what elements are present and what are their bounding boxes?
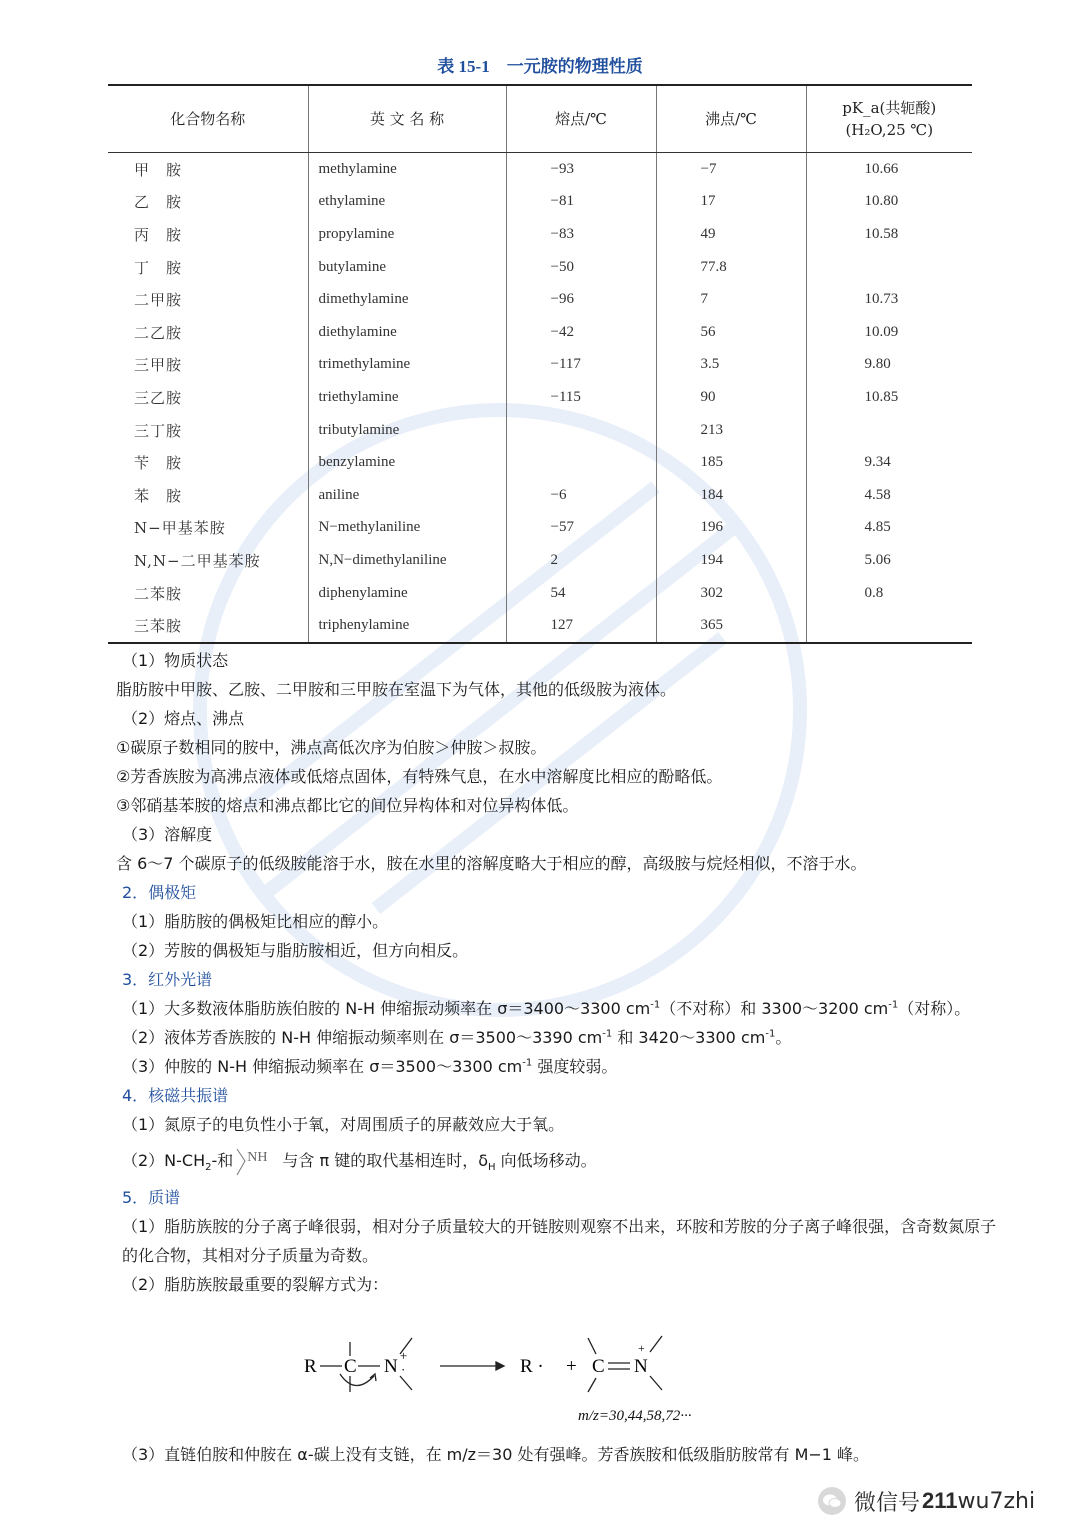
melting-point-cell: −50 [506,251,656,284]
paragraph-nmr-2 [116,1139,1006,1183]
paragraph-solubility: 含 6～7 个碳原子的低级胺能溶于水，胺在水里的溶解度略大于相应的醇，高级胺与烷烃相似，不溶于水。 [116,854,867,873]
melting-point-cell: −57 [506,512,656,545]
melting-point-cell: 54 [506,577,656,610]
paragraph-state: 脂肪胺中甲胺、乙胺、二甲胺和三甲胺在室温下为气体，其他的低级胺为液体。 [116,680,677,699]
ir-3-part-a: （3）仲胺的 N-H 伸缩振动频率在 σ＝3500～3300 cm [122,1057,523,1076]
reactant-n-label: N [384,1356,398,1377]
product-radical-label: R · [520,1356,544,1377]
melting-point-cell [506,446,656,479]
pka-cell: 10.58 [806,218,972,251]
english-name-cell: methylamine [308,153,506,186]
english-name-cell: butylamine [308,251,506,284]
pka-cell: 10.09 [806,316,972,349]
compound-name-cell: N,N−二甲基苯胺 [134,551,261,570]
body-text-bottom [116,1440,1006,1469]
english-name-cell: triphenylamine [308,609,506,643]
paragraph-ir-2 [116,1023,1006,1052]
header-melting-point: 熔点/℃ [506,85,656,153]
boiling-point-cell: 56 [656,316,806,349]
ir-2-sup-a: -1 [602,1028,613,1040]
table-header-row [108,85,972,153]
compound-name-cell: 三甲胺 [134,356,183,375]
header-english-name: 英 文 名 称 [308,85,506,153]
table-row [108,153,972,186]
pka-cell: 10.66 [806,153,972,186]
english-name-cell: trimethylamine [308,349,506,382]
section-title-points: （2）熔点、沸点 [122,709,245,728]
compound-name-cell: 三苯胺 [108,609,308,643]
product-n-charge: + [638,1341,645,1355]
wechat-logo-icon [818,1487,846,1515]
paragraph-ms-1: （1）脂肪族胺的分子离子峰很弱，相对分子质量较大的开链胺则观察不出来，环胺和芳胺的分子离子峰很强，含奇数氮原子的化合物，其相对分子质量为奇数。 [122,1217,997,1265]
paragraph-points-b: ②芳香族胺为高沸点液体或低熔点固体，有特殊气息，在水中溶解度比相应的酚略低。 [116,767,723,786]
melting-point-cell: −93 [506,153,656,186]
table-row [108,381,972,414]
wechat-id: wu7zhi [957,1488,1036,1514]
ir-2-part-b: 和 3420～3300 cm [612,1028,766,1047]
product-n-label: N [634,1356,648,1377]
table-row [108,512,972,545]
reactant-c-label: C [344,1356,357,1377]
heading-nmr: 4．核磁共振谱 [122,1086,229,1105]
english-name-cell: triethylamine [308,381,506,414]
product-c-label: C [592,1356,605,1377]
boiling-point-cell: 77.8 [656,251,806,284]
paragraph-points-c: ③邻硝基苯胺的熔点和沸点都比它的间位异构体和对位异构体低。 [116,796,579,815]
ir-1-sup-a: -1 [650,999,661,1011]
paragraph-nmr-1: （1）氮原子的电负性小于氧，对周围质子的屏蔽效应大于氧。 [122,1115,565,1134]
boiling-point-cell: 184 [656,479,806,512]
ir-3-part-b: 强度较弱。 [532,1057,618,1076]
nmr-2-part-c: 与含 π 键的取代基相连时，δ [277,1151,488,1170]
compound-name-cell: 二乙胺 [134,323,183,342]
english-name-cell: ethylamine [308,186,506,219]
pka-cell: 0.8 [806,577,972,610]
table-row [108,544,972,577]
paragraph-ir-1 [116,994,1006,1023]
melting-point-cell: −115 [506,381,656,414]
heading-ir: 3．红外光谱 [122,970,213,989]
reaction-bonds [300,1330,720,1410]
compound-name-cell: 二甲胺 [134,291,183,310]
boiling-point-cell: 17 [656,186,806,219]
english-name-cell: aniline [308,479,506,512]
header-compound-name: 化合物名称 [108,85,308,153]
paragraph-points-a: ①碳原子数相同的胺中，沸点高低次序为伯胺＞仲胺＞叔胺。 [116,738,547,757]
nmr-2-part-a: （2）N-CH [122,1151,206,1170]
compound-name-cell: 甲 胺 [134,160,183,179]
english-name-cell: dimethylamine [308,283,506,316]
ir-1-part-a: （1）大多数液体脂肪族伯胺的 N-H 伸缩振动频率在 σ＝3400～3300 cm [122,999,651,1018]
boiling-point-cell: 3.5 [656,349,806,382]
body-text [116,646,1006,1299]
cyclic-amine-nh-label: NH [247,1149,268,1165]
page-number: 211 [922,1488,958,1513]
english-name-cell: diphenylamine [308,577,506,610]
pka-cell: 10.85 [806,381,972,414]
paragraph-dipole-1: （1）脂肪胺的偶极矩比相应的醇小。 [122,912,389,931]
boiling-point-cell: −7 [656,153,806,186]
paragraph-ms-2: （2）脂肪族胺最重要的裂解方式为： [122,1275,389,1294]
boiling-point-cell: 7 [656,283,806,316]
pka-cell [806,251,972,284]
header-boiling-point: 沸点/℃ [656,85,806,153]
melting-point-cell: 2 [506,544,656,577]
section-title-state: （1）物质状态 [122,651,229,670]
melting-point-cell [506,414,656,447]
compound-name-cell: 苯 胺 [134,486,183,505]
boiling-point-cell: 302 [656,577,806,610]
ir-3-sup: -1 [522,1057,533,1069]
compound-name-cell: 三丁胺 [134,421,183,440]
header-pka [806,85,972,153]
table-row [108,186,972,219]
melting-point-cell: −42 [506,316,656,349]
boiling-point-cell: 196 [656,512,806,545]
boiling-point-cell: 213 [656,414,806,447]
melting-point-cell: −96 [506,283,656,316]
ir-2-part-c: 。 [775,1028,792,1047]
pka-cell [806,609,972,643]
table-row [108,218,972,251]
table-row [108,609,972,643]
melting-point-cell: 127 [506,609,656,643]
boiling-point-cell: 365 [656,609,806,643]
boiling-point-cell: 194 [656,544,806,577]
compound-name-cell: 丙 胺 [134,225,183,244]
wechat-watermark [818,1484,1035,1518]
paragraph-dipole-2: （2）芳胺的偶极矩与脂肪胺相近，但方向相反。 [122,941,469,960]
english-name-cell: benzylamine [308,446,506,479]
pka-cell: 4.85 [806,512,972,545]
english-name-cell: diethylamine [308,316,506,349]
pka-cell: 10.80 [806,186,972,219]
table-row [108,251,972,284]
heading-dipole: 2．偶极矩 [122,883,197,902]
melting-point-cell: −81 [506,186,656,219]
pka-cell: 4.58 [806,479,972,512]
cyclic-amine-structure [233,1147,277,1177]
compound-name-cell: 二苯胺 [134,584,183,603]
english-name-cell: N,N−dimethylaniline [308,544,506,577]
header-pka-line2: (H₂O,25 ℃) [845,121,934,139]
boiling-point-cell: 90 [656,381,806,414]
compound-name-cell: 乙 胺 [134,193,183,212]
nmr-2-part-d: 向低场移动。 [495,1151,597,1170]
section-title-solubility: （3）溶解度 [122,825,213,844]
melting-point-cell: −6 [506,479,656,512]
mass-to-charge-values: m/z=30,44,58,72··· [578,1408,692,1424]
nmr-2-part-b: -和 [211,1151,234,1170]
amine-properties-table [108,84,972,644]
wechat-bubbles-icon [822,1493,842,1509]
compound-name-cell: 苄 胺 [134,454,183,473]
english-name-cell: tributylamine [308,414,506,447]
english-name-cell: propylamine [308,218,506,251]
reactant-r-label: R [304,1356,317,1377]
table-row [108,283,972,316]
ir-1-sup-b: -1 [888,999,899,1011]
ir-2-part-a: （2）液体芳香族胺的 N-H 伸缩振动频率则在 σ＝3500～3390 cm [122,1028,603,1047]
nmr-2-sub-2: 2 [205,1162,212,1174]
table-row [108,479,972,512]
boiling-point-cell: 49 [656,218,806,251]
nmr-2-sub-h: H [487,1162,496,1174]
compound-name-cell: N−甲基苯胺 [134,519,226,538]
product-plus-sign: + [566,1356,577,1377]
table-row [108,446,972,479]
pka-cell: 10.73 [806,283,972,316]
table-row [108,577,972,610]
pka-cell: 9.80 [806,349,972,382]
melting-point-cell: −83 [506,218,656,251]
reactant-n-charge: + [400,1348,408,1363]
english-name-cell: N−methylaniline [308,512,506,545]
boiling-point-cell: 185 [656,446,806,479]
table-caption: 表 15-1 一元胺的物理性质 [437,57,643,76]
paragraph-ms-3: （3）直链伯胺和仲胺在 α-碳上没有支链，在 m/z＝30 处有强峰。芳香族胺和低级脂肪胺常有 M−1 峰。 [122,1445,870,1464]
compound-name-cell: 三乙胺 [134,388,183,407]
ir-1-part-c: （对称）。 [898,999,971,1018]
compound-name-cell: 丁 胺 [134,258,183,277]
ir-2-sup-b: -1 [765,1028,776,1040]
melting-point-cell: −117 [506,349,656,382]
pka-cell [806,414,972,447]
pka-cell: 5.06 [806,544,972,577]
ir-1-part-b: （不对称）和 3300～3200 cm [660,999,889,1018]
paragraph-ir-3 [116,1052,1006,1081]
pka-cell: 9.34 [806,446,972,479]
wechat-label: 微信号 [854,1490,921,1516]
reactant-n-radical-dot: · [401,1362,406,1377]
header-pka-line1: pK_a(共轭酸) [842,99,937,117]
table-row [108,349,972,382]
table-row [108,316,972,349]
table-row [108,414,972,447]
heading-ms: 5．质谱 [122,1188,181,1207]
